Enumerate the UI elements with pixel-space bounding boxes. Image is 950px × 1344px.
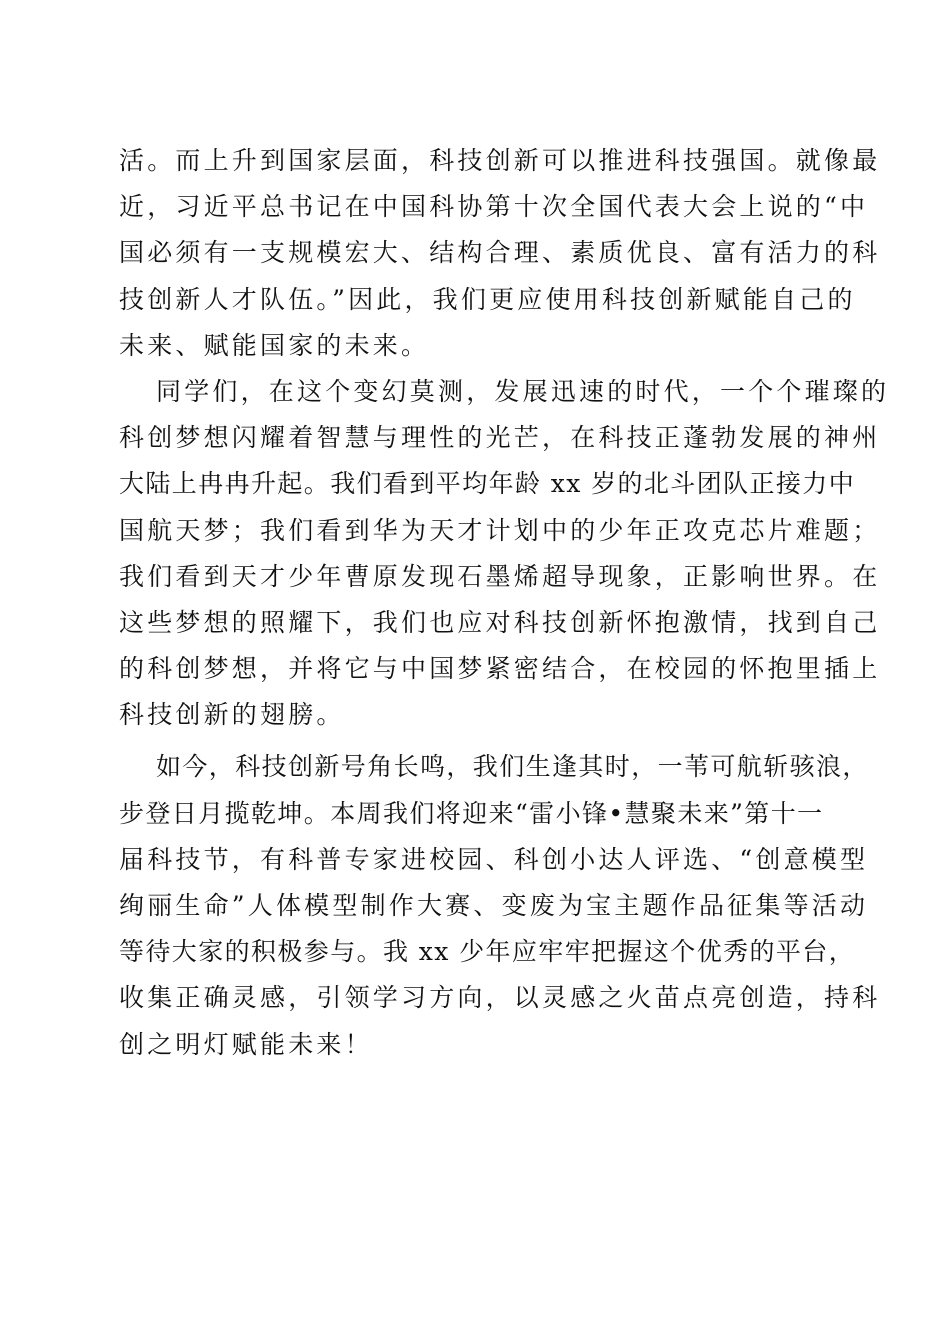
- paragraph-3: [119, 744, 881, 1067]
- text-line: 届科技节，有科普专家进校园、科创小达人评选、“创意模型: [119, 844, 869, 874]
- body-text: [119, 138, 890, 1068]
- text-line: 科技创新的翅膀。: [119, 700, 345, 730]
- text-line: 的科创梦想，并将它与中国梦紧密结合，在校园的怀抱里插上: [119, 654, 881, 684]
- text-line: 同学们，在这个变幻莫测，发展迅速的时代，一个个璀璨的: [156, 376, 890, 406]
- text-line: 这些梦想的照耀下，我们也应对科技创新怀抱激情，找到自己: [119, 607, 881, 637]
- text-line: 未来、赋能国家的未来。: [119, 330, 430, 360]
- text-line: 国必须有一支规模宏大、结构合理、素质优良、富有活力的科: [119, 238, 881, 268]
- text-line: 步登日月揽乾坤。本周我们将迎来“雷小锋•慧聚未来”第十一: [119, 798, 824, 828]
- text-line: 收集正确灵感，引领学习方向，以灵感之火苗点亮创造，持科: [119, 983, 881, 1013]
- text-line: 如今，科技创新号角长鸣，我们生逢其时，一苇可航斩骇浪，: [156, 752, 869, 782]
- text-line: 等待大家的积极参与。我 xx 少年应牢牢把握这个优秀的平台，: [119, 937, 856, 967]
- text-line: 创之明灯赋能未来！: [119, 1029, 373, 1059]
- paragraph-1: [119, 138, 881, 369]
- text-line: 绚丽生命”人体模型制作大赛、变废为宝主题作品征集等活动: [119, 891, 869, 920]
- text-line: 科创梦想闪耀着智慧与理性的光芒，在科技正蓬勃发展的神州: [119, 423, 881, 453]
- text-line: 国航天梦；我们看到华为天才计划中的少年正攻克芯片难题；: [119, 515, 881, 545]
- paragraph-2: [119, 369, 890, 739]
- text-line: 我们看到天才少年曹原发现石墨烯超导现象，正影响世界。在: [119, 561, 881, 591]
- text-line: 近，习近平总书记在中国科协第十次全国代表大会上说的“中: [119, 192, 869, 222]
- text-line: 活。而上升到国家层面，科技创新可以推进科技强国。就像最: [119, 146, 881, 175]
- text-line: 技创新人才队伍。”因此，我们更应使用科技创新赋能自己的: [119, 284, 856, 314]
- text-line: 大陆上冉冉升起。我们看到平均年龄 xx 岁的北斗团队正接力中: [119, 469, 856, 499]
